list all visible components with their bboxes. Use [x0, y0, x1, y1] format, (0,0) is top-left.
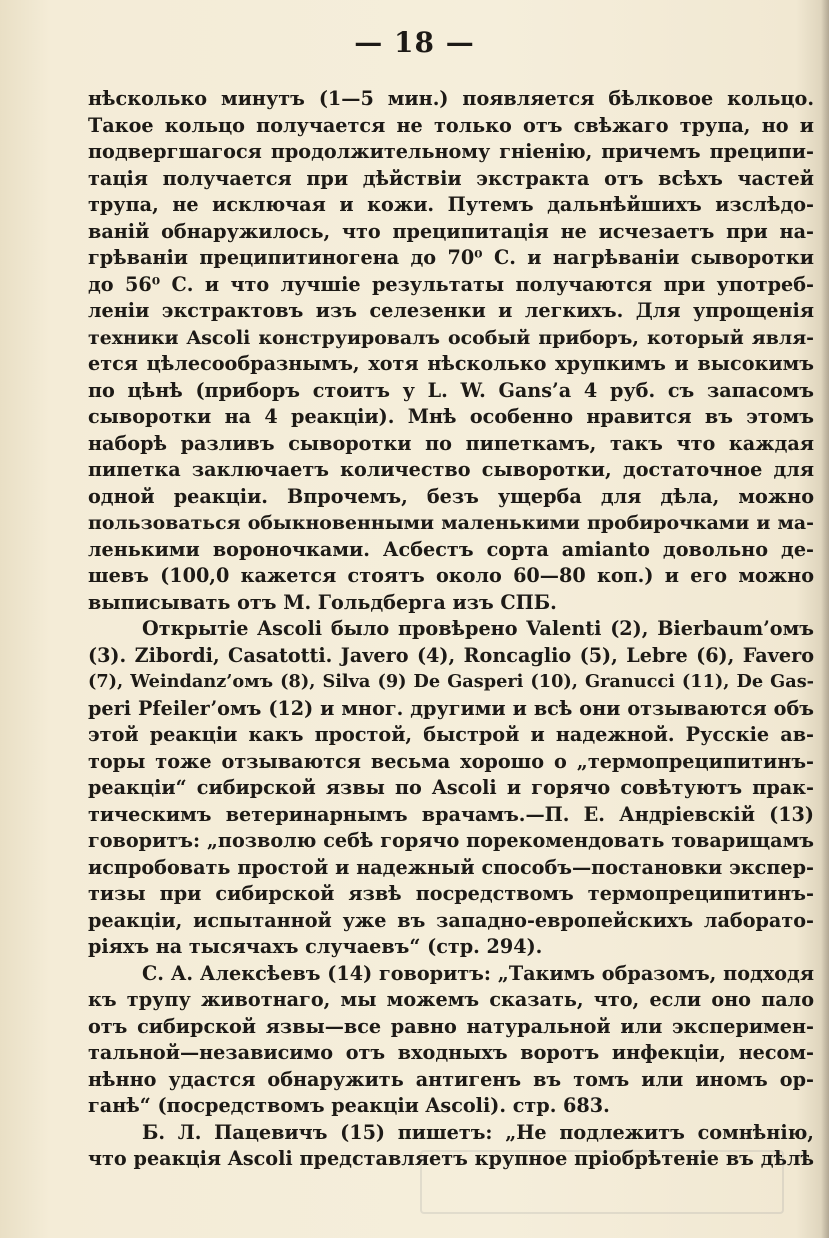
text-line: грѣваніи преципитиногена до 70⁰ С. и нагрѣваніи сыворотки: [88, 246, 814, 269]
text-line: Такое кольцо получается не только отъ свѣжаго трупа, но и: [88, 113, 814, 137]
text-line: одной реакціи. Впрочемъ, безъ ущерба для дѣла, можно: [88, 484, 814, 508]
text-line: С. А. Алексѣевъ (14) говоритъ: „Такимъ образомъ, подходя: [142, 961, 814, 985]
text-line: тизы при сибирской язвѣ посредствомъ термопреципитинъ-: [88, 882, 814, 905]
faded-stamp: [420, 1150, 784, 1214]
text-line: до 56⁰ С. и что лучшіе результаты получаются при употреб-: [88, 272, 814, 296]
body-text: [88, 86, 814, 1173]
text-line: ганѣ“ (посредствомъ реакціи Ascoli). стр. 683.: [88, 1094, 610, 1117]
page-edge-shadow: [821, 0, 829, 1238]
text-line: трупа, не исключая и кожи. Путемъ дальнѣйшихъ изслѣдо-: [88, 193, 814, 216]
text-line: Б. Л. Пацевичъ (15) пишетъ: „Не подлежитъ сомнѣнію,: [142, 1120, 814, 1144]
text-line: подвергшагося продолжительному гніенію, причемъ преципи-: [88, 140, 814, 163]
text-line: пользоваться обыкновенными маленькими пробирочками и ма-: [88, 512, 814, 534]
text-line: peri Pfeiler’омъ (12) и мног. другими и всѣ они отзываются объ: [88, 696, 814, 720]
text-line: этой реакціи какъ простой, быстрой и надежной. Русскіе ав-: [88, 723, 814, 746]
text-line: тальной—независимо отъ входныхъ воротъ инфекціи, несом-: [88, 1041, 814, 1064]
text-line: леніи экстрактовъ изъ селезенки и легкихъ. Для упрощенія: [88, 299, 814, 322]
text-line: тація получается при дѣйствіи экстракта отъ всѣхъ частей: [88, 166, 814, 190]
text-line: выписывать отъ М. Гольдберга изъ СПБ.: [88, 590, 557, 614]
text-line: Открытіе Ascoli было провѣрено Valenti (2), Bierbaum’омъ: [142, 617, 814, 640]
text-line: тическимъ ветеринарнымъ врачамъ.—П. Е. Андріевскій (13): [88, 802, 814, 826]
text-line: испробовать простой и надежный способъ—постановки экспер-: [88, 855, 814, 879]
text-line: наборѣ разливъ сыворотки по пипеткамъ, такъ что каждая: [88, 431, 814, 455]
text-line: нѣнно удастся обнаружить антигенъ въ томъ или иномъ ор-: [88, 1067, 814, 1091]
text-line: говоритъ: „позволю себѣ горячо порекомендовать товарищамъ: [88, 829, 814, 852]
text-line: отъ сибирской язвы—все равно натуральной или эксперимен-: [88, 1014, 814, 1038]
text-line: что реакція Ascoli представляетъ крупное пріобрѣтеніе въ дѣлѣ: [88, 1147, 814, 1170]
text-line: (3). Zibordi, Casatotti. Javero (4), Roncaglio (5), Lebre (6), Favero: [88, 643, 814, 667]
text-line: ваній обнаружилось, что преципитація не исчезаетъ при на-: [88, 219, 814, 243]
text-line: ріяхъ на тысячахъ случаевъ“ (стр. 294).: [88, 935, 543, 958]
text-line: ется цѣлесообразнымъ, хотя нѣсколько хрупкимъ и высокимъ: [88, 352, 814, 375]
text-line: реакціи“ сибирской язвы по Ascoli и горячо совѣтуютъ прак-: [88, 776, 814, 799]
text-line: сыворотки на 4 реакціи). Мнѣ особенно нравится въ этомъ: [88, 405, 814, 428]
text-line: техники Ascoli конструировалъ особый приборъ, который явля-: [88, 326, 814, 349]
text-line: по цѣнѣ (приборъ стоитъ у L. W. Gans’а 4 руб. съ запасомъ: [88, 378, 814, 402]
text-line: къ трупу животнаго, мы можемъ сказать, что, если оно пало: [88, 988, 814, 1011]
text-line: пипетка заключаетъ количество сыворотки, достаточное для: [88, 458, 814, 481]
text-line: реакціи, испытанной уже въ западно-европейскихъ лаборато-: [88, 908, 814, 932]
page-number: — 18 —: [354, 26, 475, 59]
text-line: (7), Weindanz’омъ (8), Silva (9) De Gasperi (10), Granucci (11), De Gas-: [88, 671, 814, 692]
text-line: нѣсколько минутъ (1—5 мин.) появляется бѣлковое кольцо.: [88, 87, 814, 110]
text-line: ленькими вороночками. Асбестъ сорта amianto довольно де-: [88, 537, 814, 561]
text-line: шевъ (100,0 кажется стоятъ около 60—80 коп.) и его можно: [88, 564, 814, 587]
text-line: торы тоже отзываются весьма хорошо о „термопреципитинъ-: [88, 749, 814, 773]
